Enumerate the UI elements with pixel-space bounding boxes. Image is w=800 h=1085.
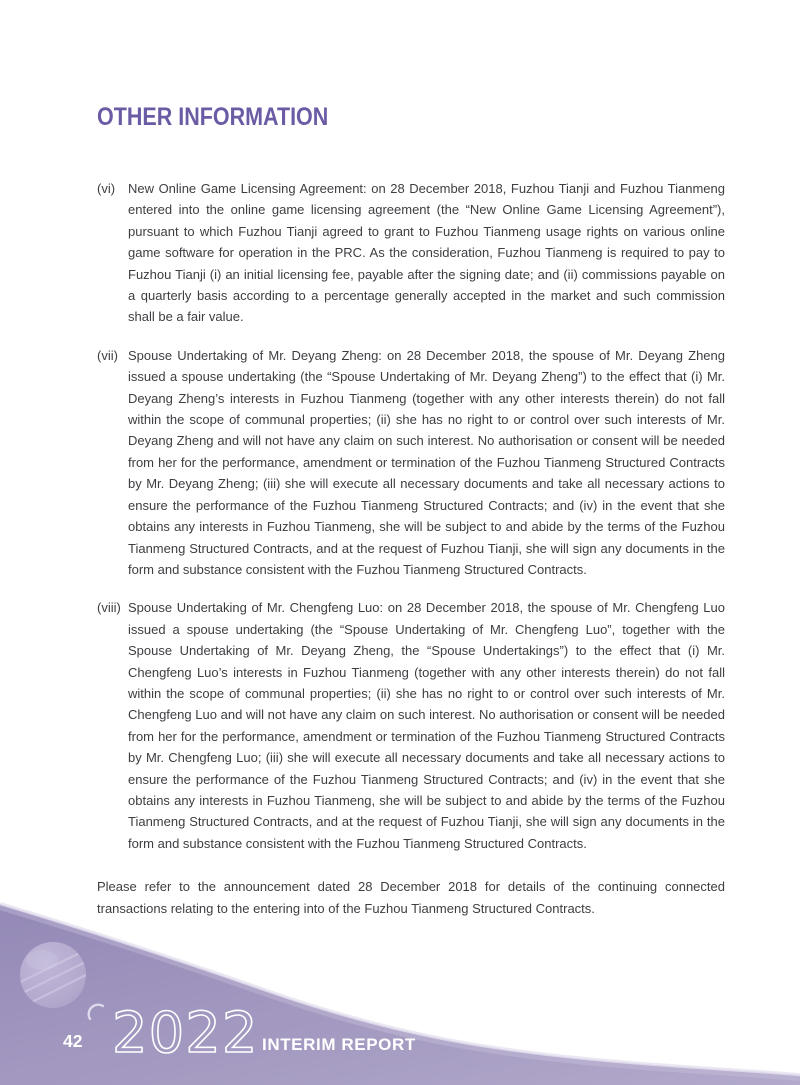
item-list (97, 178, 725, 919)
closing-paragraph: Please refer to the announcement dated 28 December 2018 for details of the continuing connected transactions relating to the entering into of the Fuzhou Tianmeng Structured Contracts. (97, 879, 725, 916)
page-number: 42 (63, 1031, 83, 1051)
page-title: OTHER INFORMATION (97, 103, 329, 131)
footer-report-label: INTERIM REPORT (262, 1035, 416, 1054)
list-item-label: (vii) (97, 347, 118, 363)
list-item (97, 345, 725, 580)
list-item-text: New Online Game Licensing Agreement: on 28 December 2018, Fuzhou Tianji and Fuzhou Tianmeng entered into the online game licensing agreement (the “New Online Game Licensing Agreement”), pursuant to which Fuzhou Tianji agreed to grant to Fuzhou Tianmeng usage rights on various online game software for operation in the PRC. As the consideration, Fuzhou Tianmeng is required to pay to Fuzhou Tianji (i) an initial licensing fee, payable after the signing date; and (ii) commissions payable on a quarterly basis according to a percentage generally accepted in the market and such commission shall be a fair value. (128, 181, 725, 325)
list-item-text: Spouse Undertaking of Mr. Deyang Zheng: on 28 December 2018, the spouse of Mr. Deyang Zheng issued a spouse undertaking (the “Spouse Undertaking of Mr. Deyang Zheng”) to the effect that (i) Mr. Deyang Zheng’s interests in Fuzhou Tianmeng (together with any other interests therein) do not fall within the scope of communal properties; (ii) she has no right to or control over such interests of Mr. Deyang Zheng and will not have any claim on such interest. No authorisation or consent will be needed from her for the performance, amendment or termination of the Fuzhou Tianmeng Structured Contracts by Mr. Deyang Zheng; (iii) she will execute all necessary documents and take all necessary actions to ensure the performance of the Fuzhou Tianmeng Structured Contracts; and (iv) in the event that she obtains any interests in Fuzhou Tianmeng, she will be subject to and abide by the terms of the Fuzhou Tianmeng Structured Contracts, and at the request of Fuzhou Tianji, she will sign any documents in the form and substance consistent with the Fuzhou Tianmeng Structured Contracts. (128, 347, 725, 577)
list-item-text: Spouse Undertaking of Mr. Chengfeng Luo: on 28 December 2018, the spouse of Mr. Chengfeng Luo issued a spouse undertaking (the “Spouse Undertaking of Mr. Chengfeng Luo”, together with the Spouse Undertaking of Mr. Deyang Zheng, the “Spouse Undertakings”) to the effect that (i) Mr. Chengfeng Luo’s interests in Fuzhou Tianmeng (together with any other interests therein) do not fall within the scope of communal properties; (ii) she has no right to or control over such interests of Mr. Chengfeng Luo and will not have any claim on such interest. No authorisation or consent will be needed from her for the performance, amendment or termination of the Fuzhou Tianmeng Structured Contracts by Mr. Chengfeng Luo; (iii) she will execute all necessary documents and take all necessary actions to ensure the performance of the Fuzhou Tianmeng Structured Contracts; and (iv) in the event that she obtains any interests in Fuzhou Tianmeng, she will be subject to and abide by the terms of the Fuzhou Tianmeng Structured Contracts, and at the request of Fuzhou Tianji, she will sign any documents in the form and substance consistent with the Fuzhou Tianmeng Structured Contracts. (128, 600, 725, 851)
list-item-label: (viii) (97, 600, 121, 616)
list-item-label: (vi) (97, 181, 116, 196)
page-content (97, 103, 725, 919)
footer-year: 2022 (112, 1001, 259, 1066)
list-item (97, 597, 725, 854)
footer-wave-art (0, 900, 800, 1085)
list-item (97, 178, 725, 328)
